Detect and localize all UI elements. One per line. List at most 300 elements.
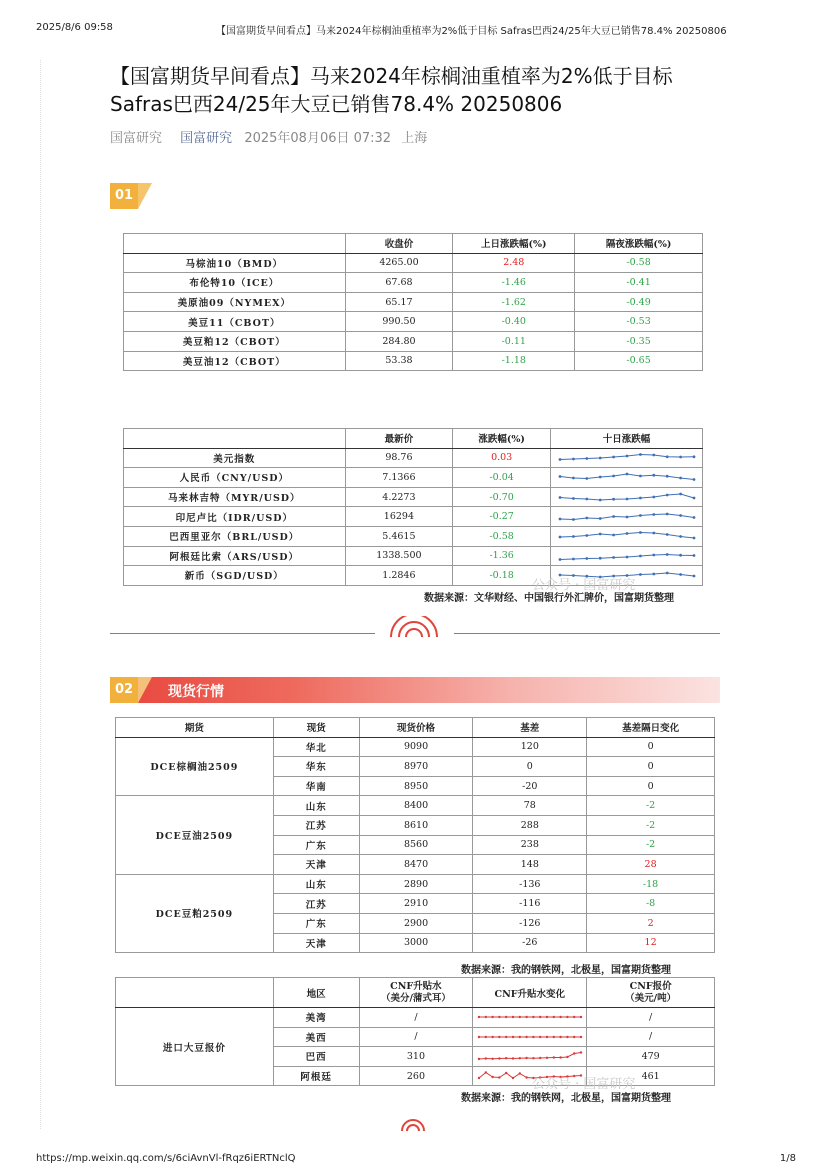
fx-trend-sparkline-point [692,497,695,500]
fx-trend-sparkline-point [652,553,655,556]
fx-trend-sparkline-point [679,455,682,458]
fx-change: -0.70 [453,487,551,507]
fx-trend-sparkline-point [585,457,588,460]
night-change: -0.53 [575,312,703,332]
cnf-trend-sparkline-point [573,1016,575,1018]
basis-change: -2 [587,815,715,835]
cnf-trend-sparkline [476,1048,584,1064]
spot-region: 华南 [273,776,359,796]
fx-trend-sparkline-point [679,514,682,517]
night-change: -0.41 [575,273,703,293]
cnf-trend-cell [473,1047,587,1067]
table-row [124,312,703,332]
t2-header-change: 涨跌幅(%) [453,429,551,449]
fx-trend-cell [551,468,703,488]
fx-trend-sparkline-point [572,477,575,480]
fx-price: 5.4615 [345,526,453,546]
fx-trend-sparkline-point [625,515,628,518]
t3-header-future: 期货 [116,718,274,738]
cnf-trend-sparkline-point [518,1072,520,1074]
cnf-trend-sparkline-point [512,1036,514,1038]
fx-trend-sparkline-point [585,478,588,481]
fx-trend-sparkline-point [639,497,642,500]
basis: 238 [473,835,587,855]
cnf-trend-sparkline-point [559,1057,561,1059]
fx-trend-sparkline-point [639,554,642,557]
fx-trend-sparkline-point [692,455,695,458]
fx-trend-sparkline-point [625,473,628,476]
cnf-premium: 310 [359,1047,473,1067]
cnf-trend-sparkline-point [498,1016,500,1018]
fx-trend-sparkline [557,528,697,544]
night-change: -0.35 [575,331,703,351]
fx-trend-sparkline [557,548,697,564]
spot-basis-table [115,717,715,953]
basis: -26 [473,933,587,953]
night-change: -0.58 [575,253,703,273]
cnf-trend-sparkline-point [478,1058,480,1060]
fx-trend-sparkline-point [558,458,561,461]
t4-header-blank [116,978,274,1008]
fx-trend-sparkline-point [558,476,561,479]
fx-trend-sparkline-point [625,454,628,457]
fx-name: 巴西里亚尔（BRL/USD） [124,526,346,546]
cnf-trend-sparkline-point [512,1058,514,1060]
basis-change: 0 [587,737,715,757]
fx-trend-sparkline-point [652,496,655,499]
fx-trend-cell [551,526,703,546]
spot-region: 天津 [273,855,359,875]
close-price: 67.68 [345,273,453,293]
basis: -126 [473,913,587,933]
fx-trend-sparkline-point [652,513,655,516]
cnf-trend-sparkline-point [532,1036,534,1038]
prev-change: -1.62 [453,292,575,312]
spot-price: 2900 [359,913,473,933]
futures-name: 马棕油10（BMD） [124,253,346,273]
cnf-trend-sparkline-point [484,1036,486,1038]
fx-trend-sparkline-point [679,574,682,577]
night-change: -0.65 [575,351,703,371]
fx-trend-sparkline-point [665,512,668,515]
cnf-trend-sparkline-point [552,1016,554,1018]
fx-trend-sparkline-point [665,533,668,536]
fx-trend-sparkline-point [652,474,655,477]
fx-trend-sparkline-point [665,553,668,556]
spot-price: 8950 [359,776,473,796]
table-row [124,253,703,273]
futures-name: 美豆油12（CBOT） [124,351,346,371]
basis: -116 [473,894,587,914]
cnf-trend-sparkline-point [559,1016,561,1018]
section-02-accent [138,677,152,703]
fx-trend-sparkline-point [612,515,615,518]
table-row [124,448,703,468]
future-contract: DCE豆油2509 [116,796,274,874]
spot-region: 江苏 [273,815,359,835]
fx-trend-sparkline-point [598,499,601,502]
cnf-quote: / [587,1008,715,1028]
table-row [116,874,715,894]
basis-change: 0 [587,757,715,777]
fx-trend-sparkline-point [665,475,668,478]
fx-trend-sparkline-point [679,535,682,538]
cnf-trend-sparkline-point [512,1077,514,1079]
cnf-trend-sparkline-point [546,1036,548,1038]
fx-name: 美元指数 [124,448,346,468]
cnf-trend-sparkline-point [484,1016,486,1018]
cnf-trend-sparkline-point [532,1016,534,1018]
fx-trend-sparkline-point [639,574,642,577]
basis-change: 12 [587,933,715,953]
basis: 0 [473,757,587,777]
fx-change: -0.04 [453,468,551,488]
fx-trend-sparkline-point [585,534,588,537]
fx-trend-sparkline-point [572,535,575,538]
basis-change: -2 [587,835,715,855]
article-title [110,62,750,118]
section-02-number: 02 [110,677,138,703]
cnf-trend-sparkline-point [505,1057,507,1059]
fx-price: 7.1366 [345,468,453,488]
fx-trend-sparkline-point [639,514,642,517]
basis-change: -8 [587,894,715,914]
cnf-trend-sparkline-point [498,1036,500,1038]
fx-trend-sparkline-point [679,554,682,557]
t4-header-trend: CNF升贴水变化 [473,978,587,1008]
table-row [124,468,703,488]
futures-name: 美豆粕12（CBOT） [124,331,346,351]
table-row [124,546,703,566]
import-region: 美西 [273,1027,359,1047]
spot-region: 山东 [273,874,359,894]
fx-trend-sparkline-point [572,457,575,460]
futures-name: 美豆11（CBOT） [124,312,346,332]
cnf-trend-sparkline-point [573,1036,575,1038]
divider-left [110,633,375,634]
futures-name: 布伦特10（ICE） [124,273,346,293]
spot-price: 9090 [359,737,473,757]
watermark-1: 公众号 · 国富研究 [532,578,636,593]
cnf-trend-sparkline-point [478,1016,480,1018]
cnf-trend-sparkline-point [539,1036,541,1038]
cnf-trend-sparkline-point [566,1056,568,1058]
basis-change: -18 [587,874,715,894]
section-02-title: 现货行情 [168,684,224,700]
cnf-premium: / [359,1027,473,1047]
page-margin-line [40,60,41,1129]
article-author: 国富研究 [110,131,163,146]
cloud-ornament-icon [387,616,441,638]
fx-price: 4.2273 [345,487,453,507]
cnf-trend-sparkline-point [505,1036,507,1038]
bottom-ornament-icon [400,1117,426,1131]
t2-header-name [124,429,346,449]
table-row [124,273,703,293]
cnf-trend-sparkline-point [539,1057,541,1059]
spot-price: 8560 [359,835,473,855]
spot-price: 8610 [359,815,473,835]
cnf-quote: 461 [587,1066,715,1086]
spot-region: 华北 [273,737,359,757]
cnf-premium: 260 [359,1066,473,1086]
basis-change: 0 [587,776,715,796]
spot-region: 天津 [273,933,359,953]
cnf-trend-sparkline-point [532,1057,534,1059]
cnf-trend-sparkline-point [518,1057,520,1059]
cnf-trend-sparkline-point [491,1016,493,1018]
fx-trend-sparkline-point [625,498,628,501]
fx-trend-sparkline-point [598,456,601,459]
print-page-number: 1/8 [779,1153,796,1164]
fx-trend-sparkline-point [598,476,601,479]
cnf-trend-sparkline-point [580,1052,582,1054]
account-link[interactable]: 国富研究 [180,131,233,146]
prev-change: -0.11 [453,331,575,351]
article-title-line2: Safras巴西24/25年大豆已销售78.4% 20250806 [110,92,563,116]
cnf-trend-sparkline-line [479,1053,581,1060]
t1-header-prev: 上日涨跌幅(%) [453,234,575,254]
futures-close-table [123,233,703,371]
night-change: -0.49 [575,292,703,312]
fx-trend-sparkline-point [652,532,655,535]
publish-time: 2025年08月06日 07:32 [244,131,392,146]
import-group-label: 进口大豆报价 [116,1008,274,1086]
cnf-trend-cell [473,1027,587,1047]
cnf-quote: 479 [587,1047,715,1067]
t4-header-quote: CNF报价 （美元/吨） [587,978,715,1008]
table-row [124,526,703,546]
cnf-trend-sparkline-point [478,1036,480,1038]
cnf-trend-sparkline-point [580,1016,582,1018]
fx-trend-sparkline-point [652,573,655,576]
print-url[interactable]: https://mp.weixin.qq.com/s/6ciAvnVl-fRqz6iERTNclQ [36,1153,296,1164]
cnf-trend-sparkline [476,1029,584,1045]
spot-price: 2910 [359,894,473,914]
cnf-trend-sparkline-point [484,1071,486,1073]
fx-change: -1.36 [453,546,551,566]
fx-name: 印尼卢比（IDR/USD） [124,507,346,527]
watermark-2: 公众号 · 国富研究 [532,1077,636,1092]
spot-price: 2890 [359,874,473,894]
basis-change: -2 [587,796,715,816]
table-row [124,292,703,312]
fx-trend-cell [551,487,703,507]
spot-price: 8470 [359,855,473,875]
t3-header-price: 现货价格 [359,718,473,738]
future-contract: DCE豆粕2509 [116,874,274,952]
t2-header-trend: 十日涨跌幅 [551,429,703,449]
cnf-trend-sparkline-point [546,1057,548,1059]
cnf-trend-sparkline-point [573,1053,575,1055]
basis: 120 [473,737,587,757]
t1-header-night: 隔夜涨跌幅(%) [575,234,703,254]
fx-trend-sparkline [557,469,697,485]
table-row [124,331,703,351]
fx-trend-sparkline-point [639,531,642,534]
fx-trend-sparkline-point [665,494,668,497]
fx-trend-sparkline-point [585,498,588,501]
fx-trend-cell [551,448,703,468]
fx-trend-sparkline-point [585,516,588,519]
t1-header-close: 收盘价 [345,234,453,254]
fx-trend-sparkline-point [612,498,615,501]
cnf-trend-sparkline-point [580,1036,582,1038]
basis: -136 [473,874,587,894]
t2-source: 数据来源：文华财经、中国银行外汇牌价，国富期货整理 [424,593,674,604]
fx-name: 新币（SGD/USD） [124,566,346,586]
cnf-trend-sparkline-point [505,1016,507,1018]
cnf-trend-sparkline-point [498,1058,500,1060]
basis: -20 [473,776,587,796]
fx-trend-sparkline-point [558,536,561,539]
table-row [116,737,715,757]
fx-trend-sparkline-point [679,493,682,496]
t3-header-basis: 基差 [473,718,587,738]
cnf-trend-sparkline-point [539,1016,541,1018]
article-title-line1: 【国富期货早间看点】马来2024年棕榈油重植率为2%低于目标 [110,64,673,88]
prev-change: 2.48 [453,253,575,273]
import-soybean-table [115,977,715,1086]
cnf-trend-sparkline-point [505,1072,507,1074]
cnf-trend-sparkline-point [512,1016,514,1018]
cnf-trend-sparkline-point [552,1036,554,1038]
spot-region: 华东 [273,757,359,777]
fx-name: 马来林吉特（MYR/USD） [124,487,346,507]
basis: 148 [473,855,587,875]
fx-trend-sparkline-point [598,517,601,520]
fx-trend-sparkline-point [612,455,615,458]
cnf-trend-sparkline-point [525,1016,527,1018]
fx-change: -0.18 [453,566,551,586]
cnf-trend-sparkline-point [566,1016,568,1018]
table-row [124,487,703,507]
fx-trend-sparkline-point [625,555,628,558]
fx-trend-sparkline-point [558,558,561,561]
close-price: 990.50 [345,312,453,332]
t4-header-region: 地区 [273,978,359,1008]
fx-change: -0.27 [453,507,551,527]
fx-trend-sparkline-point [665,572,668,575]
fx-price: 16294 [345,507,453,527]
cnf-trend-sparkline [476,1009,584,1025]
spot-price: 8970 [359,757,473,777]
t4-header-premium: CNF升贴水 （美分/蒲式耳） [359,978,473,1008]
print-datetime: 2025/8/6 09:58 [36,22,113,33]
article-meta [110,127,433,146]
fx-trend-sparkline-point [612,475,615,478]
cnf-trend-sparkline-point [525,1076,527,1078]
fx-price: 1.2846 [345,566,453,586]
spot-region: 广东 [273,913,359,933]
cnf-trend-sparkline-point [491,1058,493,1060]
fx-price: 98.76 [345,448,453,468]
fx-trend-sparkline-point [665,455,668,458]
prev-change: -1.46 [453,273,575,293]
cnf-trend-sparkline-point [478,1077,480,1079]
cnf-trend-sparkline-point [552,1057,554,1059]
fx-trend-sparkline-point [652,453,655,456]
cnf-trend-sparkline-point [498,1076,500,1078]
fx-trend-sparkline-point [692,537,695,540]
fx-trend-cell [551,546,703,566]
cnf-trend-sparkline-point [518,1036,520,1038]
t3-header-change: 基差隔日变化 [587,718,715,738]
fx-trend-sparkline-point [572,497,575,500]
fx-trend-sparkline-point [558,496,561,499]
spot-price: 3000 [359,933,473,953]
spot-region: 江苏 [273,894,359,914]
fx-trend-sparkline [557,489,697,505]
cnf-trend-cell [473,1008,587,1028]
prev-change: -0.40 [453,312,575,332]
cnf-trend-sparkline-point [518,1016,520,1018]
fx-trend-sparkline-point [679,477,682,480]
section-01-number: 01 [110,183,138,209]
t3-source: 数据来源：我的钢铁网，北极星，国富期货整理 [461,965,671,976]
t4-source: 数据来源：我的钢铁网，北极星，国富期货整理 [461,1093,671,1104]
t1-header-name [124,234,346,254]
fx-trend-sparkline-point [692,554,695,557]
spot-region: 山东 [273,796,359,816]
fx-trend-sparkline-point [639,475,642,478]
basis-change: 2 [587,913,715,933]
import-region: 巴西 [273,1047,359,1067]
cnf-trend-sparkline-point [559,1036,561,1038]
print-title: 【国富期货早间看点】马来2024年棕榈油重植率为2%低于目标 Safras巴西24/25年大豆已销售78.4% 20250806 [216,26,727,37]
fx-name: 阿根廷比索（ARS/USD） [124,546,346,566]
table-row [124,351,703,371]
cnf-trend-sparkline-point [491,1076,493,1078]
fx-trend-sparkline-point [598,533,601,536]
fx-trend-sparkline-point [612,556,615,559]
cnf-trend-sparkline-point [546,1016,548,1018]
fx-trend-sparkline-point [692,575,695,578]
prev-change: -1.18 [453,351,575,371]
import-region: 美湾 [273,1008,359,1028]
close-price: 53.38 [345,351,453,371]
fx-change: -0.58 [453,526,551,546]
table-row [116,1008,715,1028]
fx-trend-sparkline-point [572,557,575,560]
t2-header-price: 最新价 [345,429,453,449]
import-region: 阿根廷 [273,1066,359,1086]
divider-right [454,633,720,634]
fx-trend-sparkline-point [558,517,561,520]
spot-region: 广东 [273,835,359,855]
fx-name: 人民币（CNY/USD） [124,468,346,488]
fx-change: 0.03 [453,448,551,468]
cnf-trend-sparkline-point [484,1058,486,1060]
section-01-accent [138,183,152,209]
fx-trend-sparkline [557,450,697,466]
fx-trend-sparkline-point [639,453,642,456]
section-02-bar [110,677,720,703]
cnf-trend-sparkline-point [525,1057,527,1059]
cnf-premium: / [359,1008,473,1028]
fx-trend-sparkline-point [692,479,695,482]
close-price: 4265.00 [345,253,453,273]
fx-trend-sparkline-point [585,557,588,560]
fx-price: 1338.500 [345,546,453,566]
t3-header-region: 现货 [273,718,359,738]
cnf-quote: / [587,1027,715,1047]
spot-price: 8400 [359,796,473,816]
cnf-trend-sparkline-point [525,1036,527,1038]
close-price: 284.80 [345,331,453,351]
fx-trend-sparkline-point [692,516,695,519]
cnf-trend-sparkline-point [566,1036,568,1038]
